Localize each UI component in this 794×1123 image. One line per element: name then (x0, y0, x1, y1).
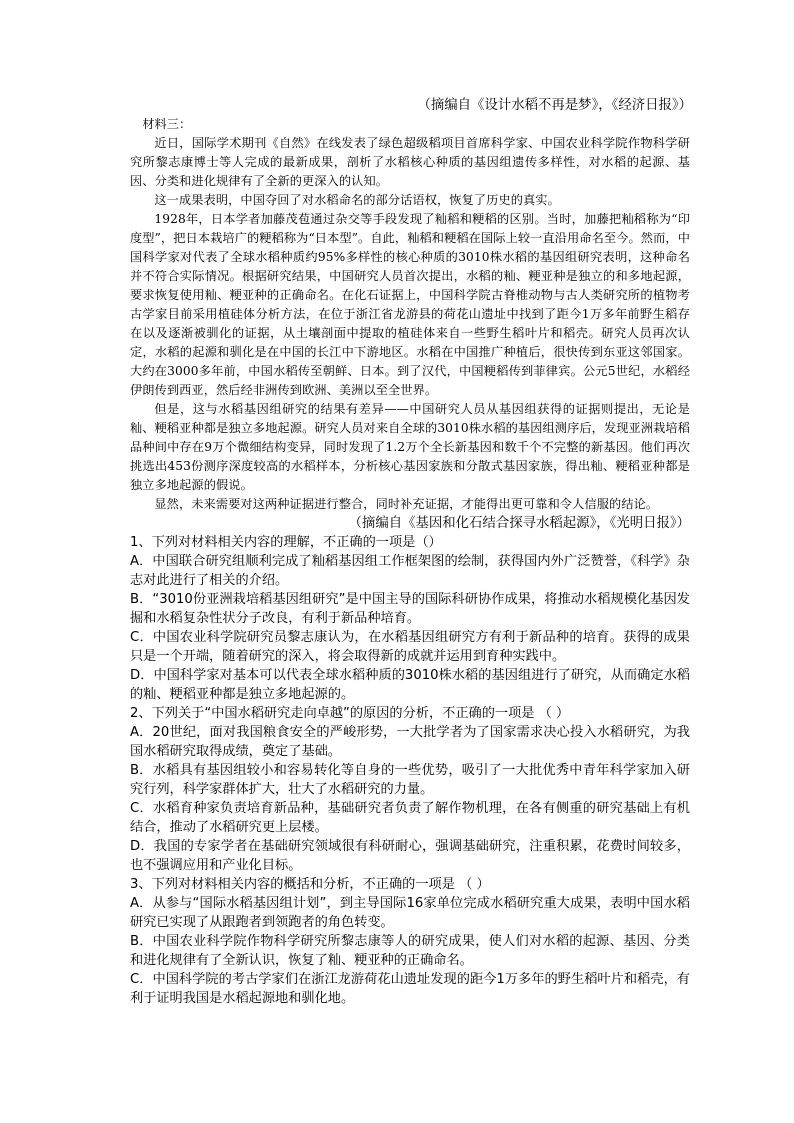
question-stem: 3、下列对材料相关内容的概括和分析，不正确的一项是 （ ） (130, 877, 490, 892)
question-1 (130, 533, 690, 704)
answer-option-b: B．水稻具有基因组较小和容易转化等自身的一些优势，吸引了一大批优秀中青年科学家加入研究行列，科学家群体扩大，壮大了水稻研究的力量。 (130, 763, 690, 797)
answer-option-b: B．中国农业科学院作物科学研究所黎志康等人的研究成果，使人们对水稻的起源、基因、分类和进化规律有了全新认识，恢复了籼、粳亚种的正确命名。 (130, 934, 690, 968)
document-page (130, 96, 690, 1008)
answer-option-a: A．从参与“国际水稻基因组计划”，到主导国际16家单位完成水稻研究重大成果，表明中国水稻研究已实现了从跟跑者到领跑者的角色转变。 (130, 896, 690, 930)
answer-option-c: C．水稻育种家负责培育新品种，基础研究者负责了解作物机理，在各有侧重的研究基础上有机结合，推动了水稻研究更上层楼。 (130, 801, 690, 835)
question-stem: 1、下列对材料相关内容的理解，不正确的一项是（） (130, 535, 442, 550)
material-paragraph: 但是，这与水稻基因组研究的结果有差异——中国研究人员从基因组获得的证据则提出，无论是籼、粳稻亚种都是独立多地起源。研究人员对来自全球的3010株水稻的基因组测序后，发现亚洲栽培稻品种间中存在9万个微细结构变异，同时发现了1.2万个全长新基因和数千个不完整的新基因。他们再次挑选出453份测序深度较高的水稻样本，分析核心基因家族和分散式基因家族，得出籼、粳稻亚种都是独立多地起源的假说。 (130, 402, 690, 492)
source-citation-1: （摘编自《设计水稻不再是梦》，《经济日报》） (417, 98, 692, 113)
answer-option-d: D．我国的专家学者在基础研究领域很有科研耐心，强调基础研究，注重积累，花费时间较多，也不强调应用和产业化目标。 (130, 839, 690, 873)
answer-option-c: C．中国农业科学院研究员黎志康认为，在水稻基因组研究方有利于新品种的培育。获得的成果只是一个开端，随着研究的深入，将会取得新的成就并运用到育种实践中。 (130, 630, 690, 664)
material-three (130, 115, 690, 514)
question-3 (130, 875, 690, 1008)
material-paragraph: 显然，未来需要对这两种证据进行整合，同时补充证据，才能得出更可靠和令人信服的结论。 (154, 497, 659, 511)
question-list (130, 533, 690, 1008)
question-stem: 2、下列关于“中国水稻研究走向卓越”的原因的分析，不正确的一项是 （ ） (130, 706, 570, 721)
answer-option-c: C．中国科学院的考古学家们在浙江龙游荷花山遗址发现的距今1万多年的野生稻叶片和稻壳，有利于证明我国是水稻起源地和驯化地。 (130, 972, 690, 1006)
material-paragraph: 近日，国际学术期刊《自然》在线发表了绿色超级稻项目首席科学家、中国农业科学院作物科学研究所黎志康博士等人完成的最新成果，剖析了水稻核心种质的基因组遗传多样性，对水稻的起源、基因、分类和进化规律有了全新的更深入的认知。 (130, 136, 690, 188)
material-heading: 材料三： (142, 117, 192, 131)
material-paragraph: 1928年，日本学者加藤茂苞通过杂交等手段发现了籼稻和粳稻的区别。当时，加藤把籼稻称为“印度型”，把日本栽培广的粳稻称为“日本型”。自此，籼稻和粳稻在国际上较一直沿用命名至今。然而，中国科学家对代表了全球水稻种质约95%多样性的核心种质的3010株水稻的基因组研究表明，这种命名并不符合实际情况。根据研究结果，中国研究人员首次提出，水稻的籼、粳亚种是独立的和多地起源，要求恢复使用籼、粳亚种的正确命名。在化石证据上，中国科学院古脊椎动物与古人类研究所的植物考古学家目前采用植硅体分析方法，在位于浙江省龙游县的荷花山遗址中找到了距今1万多年前野生稻存在以及逐渐被驯化的证据，从土壤剖面中提取的植硅体来自一些野生稻叶片和稻壳。研究人员再次认定，水稻的起源和驯化是在中国的长江中下游地区。水稻在中国推广种植后，很快传到东亚这邻国家。大约在3000多年前，中国水稻传至朝鲜、日本。到了汉代，中国粳稻传到菲律宾。公元5世纪，水稻经伊朗传到西亚，然后经非洲传到欧洲、美洲以至全世界。 (130, 212, 690, 397)
answer-option-a: A．中国联合研究组顺利完成了籼稻基因组工作框架图的绘制，获得国内外广泛赞誉，《科学》杂志对此进行了相关的介绍。 (130, 554, 690, 588)
answer-option-a: A．20世纪，面对我国粮食安全的严峻形势，一大批学者为了国家需求决心投入水稻研究，为我国水稻研究取得成绩，奠定了基础。 (130, 725, 690, 759)
answer-option-d: D．中国科学家对基本可以代表全球水稻种质的3010株水稻的基因组进行了研究，从而确定水稻的籼、粳稻亚种都是独立多地起源的。 (130, 668, 690, 702)
material-paragraph: 这一成果表明，中国夺回了对水稻命名的部分话语权，恢复了历史的真实。 (154, 193, 560, 207)
source-citation-2: （摘编自《基因和化石结合探寻水稻起源》，《光明日报》） (348, 516, 690, 531)
answer-option-b: B．“3010份亚洲栽培稻基因组研究”是中国主导的国际科研协作成果，将推动水稻规模化基因发掘和水稻复杂性状分子改良，有利于新品种培育。 (130, 592, 690, 626)
question-2 (130, 704, 690, 875)
